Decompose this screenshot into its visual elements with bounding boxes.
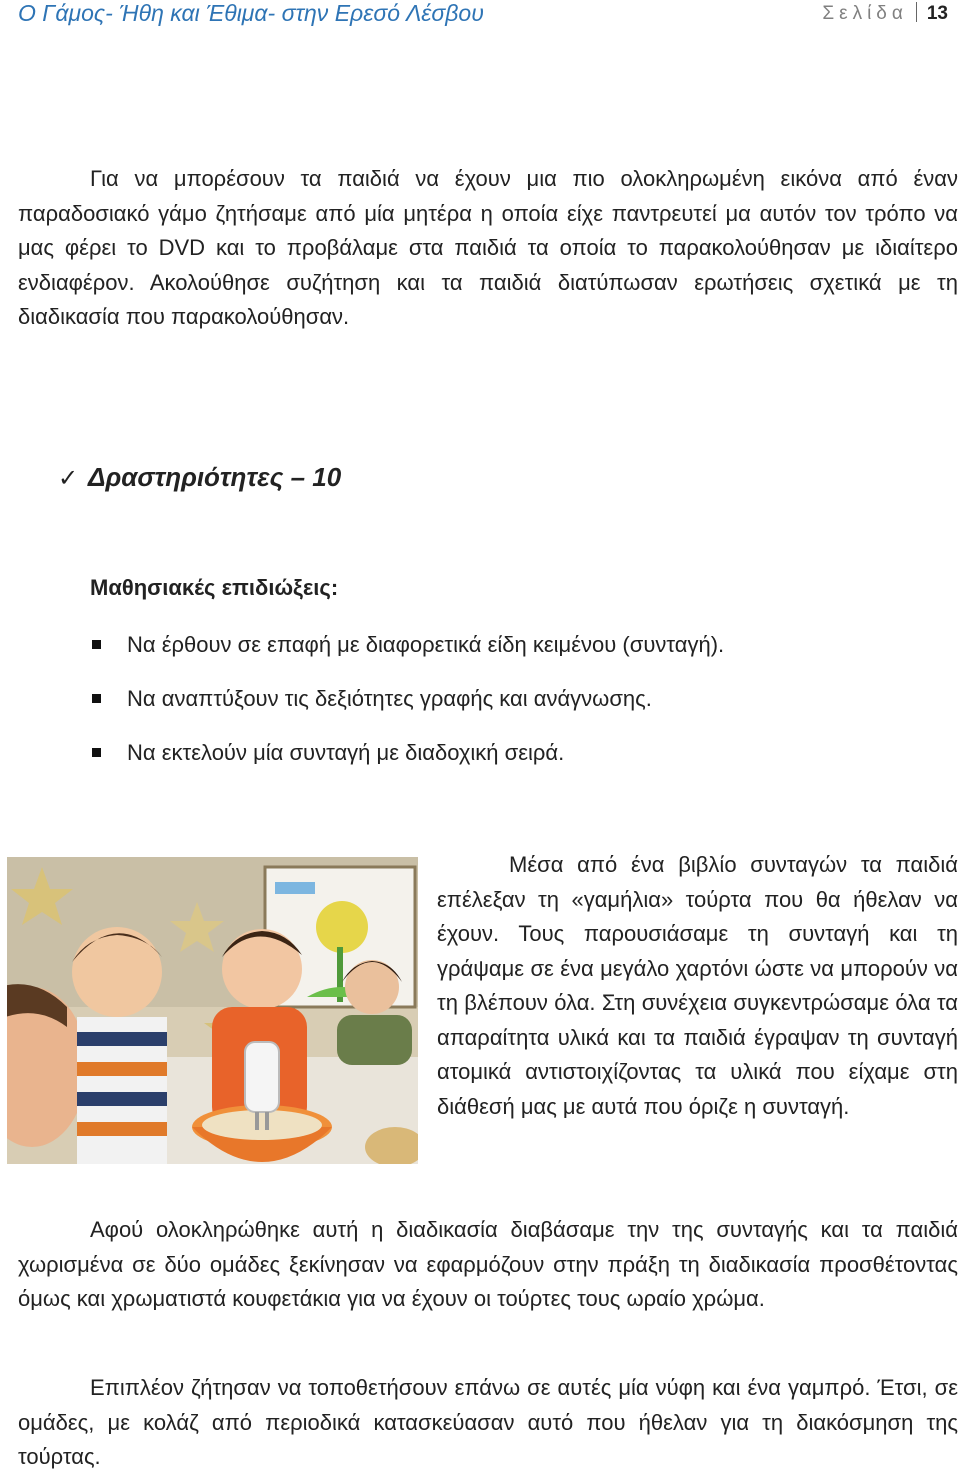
document-title: Ο Γάμος- Ήθη και Έθιμα- στην Ερεσό Λέσβου: [18, 0, 484, 26]
list-item: [90, 686, 724, 712]
intro-paragraph: Για να μπορέσουν τα παιδιά να έχουν μια πιο ολοκληρωμένη εικόνα από έναν παραδοσιακό γάμο ζητήσαμε από μία μητέρα η οποία είχε παντρευτεί μα αυτόν τον τρόπο να μας φέρει το DVD και το προβάλαμε στα παιδιά τα οποία το παρακολούθησαν με ιδιαίτερο ενδιαφέρον. Ακολούθησε συζήτηση και τα παιδιά διατύπωσαν ερωτήσεις σχετικά με τη διαδικασία που παρακολούθησαν.: [18, 166, 958, 329]
section-heading-text: Δραστηριότητες – 10: [88, 462, 342, 492]
goal-text: Να έρθουν σε επαφή με διαφορετικά είδη κειμένου (συνταγή).: [127, 632, 725, 657]
goals-title: Μαθησιακές επιδιώξεις:: [90, 575, 339, 600]
list-item: [90, 740, 724, 766]
page-header: [18, 0, 948, 30]
children-baking-photo: [7, 857, 418, 1164]
page-label: Σελίδα: [822, 3, 908, 24]
checkmark-icon: ✓: [58, 465, 79, 492]
square-bullet-icon: [92, 748, 101, 757]
page-separator: [916, 2, 917, 22]
square-bullet-icon: [92, 694, 101, 703]
baking-paragraph: Αφού ολοκληρώθηκε αυτή η διαδικασία διαβάσαμε την της συνταγής και τα παιδιά χωρισμένα σε δύο ομάδες ξεκίνησαν να εφαρμόζουν στην πράξη τη διαδικασία προσθέτοντας όμως και χρωματιστά κουφετάκια για να έχουν οι τούρτες τους ωραίο χρώμα.: [18, 1217, 958, 1311]
page-indicator: [822, 2, 948, 25]
section-heading: [58, 462, 341, 493]
recipe-paragraph: Μέσα από ένα βιβλίο συνταγών τα παιδιά επέλεξαν τη «γαμήλια» τούρτα που θα ήθελαν να έχουν. Τους παρουσιάσαμε τη συνταγή και τη γράψαμε σε ένα μεγάλο χαρτόνι ώστε να μπορούν να τη βλέπουν όλα. Στη συνέχεια συγκεντρώσαμε όλα τα απαραίτητα υλικά και τα παιδιά έγραψαν τη συνταγή ατομικά αντιστοιχίζοντας τα υλικά που είχαμε στη διάθεσή μας με αυτά που όριζε η συνταγή.: [437, 852, 958, 1119]
page-number: 13: [926, 3, 948, 24]
goals-list: [90, 632, 724, 794]
list-item: [90, 632, 724, 658]
square-bullet-icon: [92, 640, 101, 649]
decoration-paragraph: Επιπλέον ζήτησαν να τοποθετήσουν επάνω σε αυτές μία νύφη και ένα γαμπρό. Έτσι, σε ομάδες, με κολάζ από περιοδικά κατασκεύασαν αυτό που ήθελαν για τη διακόσμηση της τούρτας.: [18, 1375, 958, 1469]
goal-text: Να εκτελούν μία συνταγή με διαδοχική σειρά.: [127, 740, 565, 765]
goal-text: Να αναπτύξουν τις δεξιότητες γραφής και ανάγνωσης.: [127, 686, 652, 711]
